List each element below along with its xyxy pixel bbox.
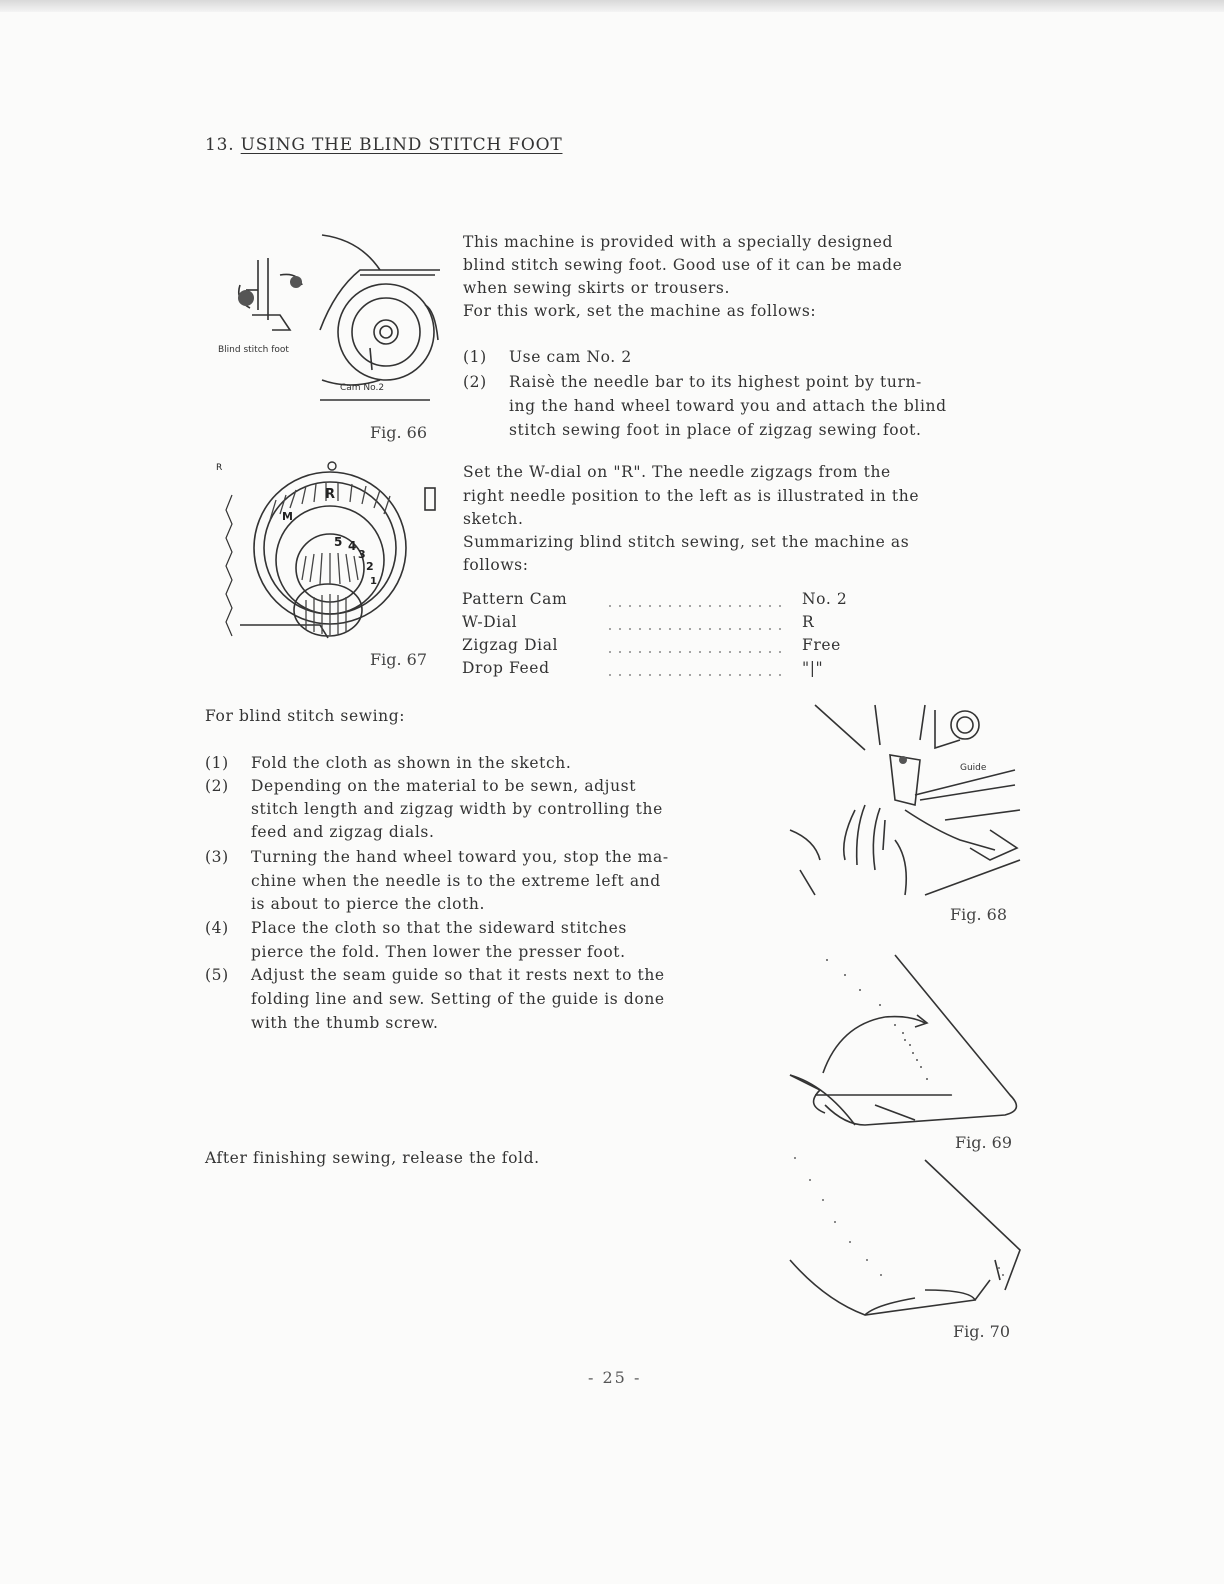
fig68-caption: Fig. 68: [950, 905, 1007, 924]
step-text: ing the hand wheel toward you and attach the blind: [509, 397, 947, 415]
step-text: chine when the needle is to the extreme left and: [251, 872, 661, 890]
step-text: folding line and sew. Setting of the guide is done: [251, 990, 665, 1008]
sewing-step: [205, 966, 665, 984]
step-text: Turning the hand wheel toward you, stop the ma-: [251, 848, 669, 866]
wdial-line: sketch.: [463, 510, 524, 528]
intro-line: For this work, set the machine as follows:: [463, 302, 817, 320]
step-text: Raisè the needle bar to its highest point by turn-: [509, 373, 922, 391]
fig69-illustration: [785, 945, 1035, 1135]
dial-label-3: 3: [358, 548, 366, 561]
dial-label-1: 1: [370, 576, 377, 587]
after-note: After finishing sewing, release the fold.: [205, 1149, 540, 1167]
intro-line: blind stitch sewing foot. Good use of it can be made: [463, 256, 903, 274]
step-number: (2): [205, 777, 229, 795]
fig67-caption: Fig. 67: [370, 650, 427, 669]
dial-label-4: 4: [348, 539, 357, 553]
setting-value: R: [802, 613, 815, 631]
sewing-step: [205, 848, 669, 866]
sewing-step: [205, 919, 627, 937]
step-number: (3): [205, 848, 229, 866]
dial-label-m: M: [282, 510, 293, 523]
setting-label: W-Dial: [462, 613, 518, 631]
settings-row: [462, 636, 841, 654]
step-text: Fold the cloth as shown in the sketch.: [251, 754, 572, 772]
intro-line: This machine is provided with a specially designed: [463, 233, 894, 251]
setting-label: Pattern Cam: [462, 590, 568, 608]
wdial-line: Summarizing blind stitch sewing, set the machine as: [463, 533, 910, 551]
wdial-line: Set the W-dial on "R". The needle zigzags from the: [463, 463, 891, 481]
step-text: Depending on the material to be sewn, adjust: [251, 777, 637, 795]
sewing-heading: For blind stitch sewing:: [205, 707, 406, 725]
setting-value: Free: [802, 636, 841, 654]
step-text: Use cam No. 2: [509, 348, 632, 366]
dial-label-5: 5: [334, 535, 343, 549]
setting-label: Drop Feed: [462, 659, 550, 677]
step-text: Place the cloth so that the sideward stitches: [251, 919, 627, 937]
step-number: (2): [463, 373, 487, 391]
step-number: (1): [463, 348, 487, 366]
section-number: 13.: [205, 135, 235, 155]
fig66-cam-label: Cam No.2: [340, 383, 385, 393]
fig66-illustration: [210, 230, 450, 410]
settings-row: [462, 613, 815, 631]
step-text: stitch length and zigzag width by controlling the: [251, 800, 663, 818]
fig68-guide-label: Guide: [960, 763, 987, 773]
step-text: pierce the fold. Then lower the presser foot.: [251, 943, 626, 961]
settings-row: [462, 590, 848, 608]
step-text: Adjust the seam guide so that it rests next to the: [251, 966, 665, 984]
setting-value: No. 2: [802, 590, 848, 608]
setup-step: [463, 348, 632, 366]
intro-line: when sewing skirts or trousers.: [463, 279, 730, 297]
step-number: (5): [205, 966, 229, 984]
step-text: is about to pierce the cloth.: [251, 895, 486, 913]
fig66-caption: Fig. 66: [370, 423, 427, 442]
step-text: stitch sewing foot in place of zigzag sewing foot.: [509, 421, 922, 439]
step-text: feed and zigzag dials.: [251, 823, 435, 841]
sewing-step: [205, 777, 636, 795]
section-title-text: USING THE BLIND STITCH FOOT: [240, 135, 563, 155]
step-text: with the thumb screw.: [251, 1014, 439, 1032]
scan-edge: [0, 0, 1224, 12]
wdial-line: right needle position to the left as is illustrated in the: [463, 487, 920, 505]
fig70-caption: Fig. 70: [953, 1322, 1010, 1341]
setup-step: [463, 373, 922, 391]
settings-row: [462, 659, 824, 677]
fig69-caption: Fig. 69: [955, 1133, 1012, 1152]
section-title: [205, 135, 562, 155]
setting-label: Zigzag Dial: [462, 636, 559, 654]
dial-label-r: R: [324, 487, 336, 502]
sewing-step: [205, 754, 571, 772]
fig67-dial-illustration: [210, 460, 450, 650]
settings-leader-dots: [600, 590, 830, 680]
fig68-illustration: [785, 700, 1025, 900]
fig66-foot-label: Blind stitch foot: [218, 345, 289, 355]
fig70-illustration: [785, 1150, 1035, 1330]
step-number: (4): [205, 919, 229, 937]
dial-label-2: 2: [366, 560, 374, 573]
side-label-r: R: [216, 463, 223, 473]
page-number: - 25 -: [588, 1368, 642, 1387]
setting-value: "|": [802, 659, 824, 677]
step-number: (1): [205, 754, 229, 772]
wdial-line: follows:: [463, 556, 529, 574]
